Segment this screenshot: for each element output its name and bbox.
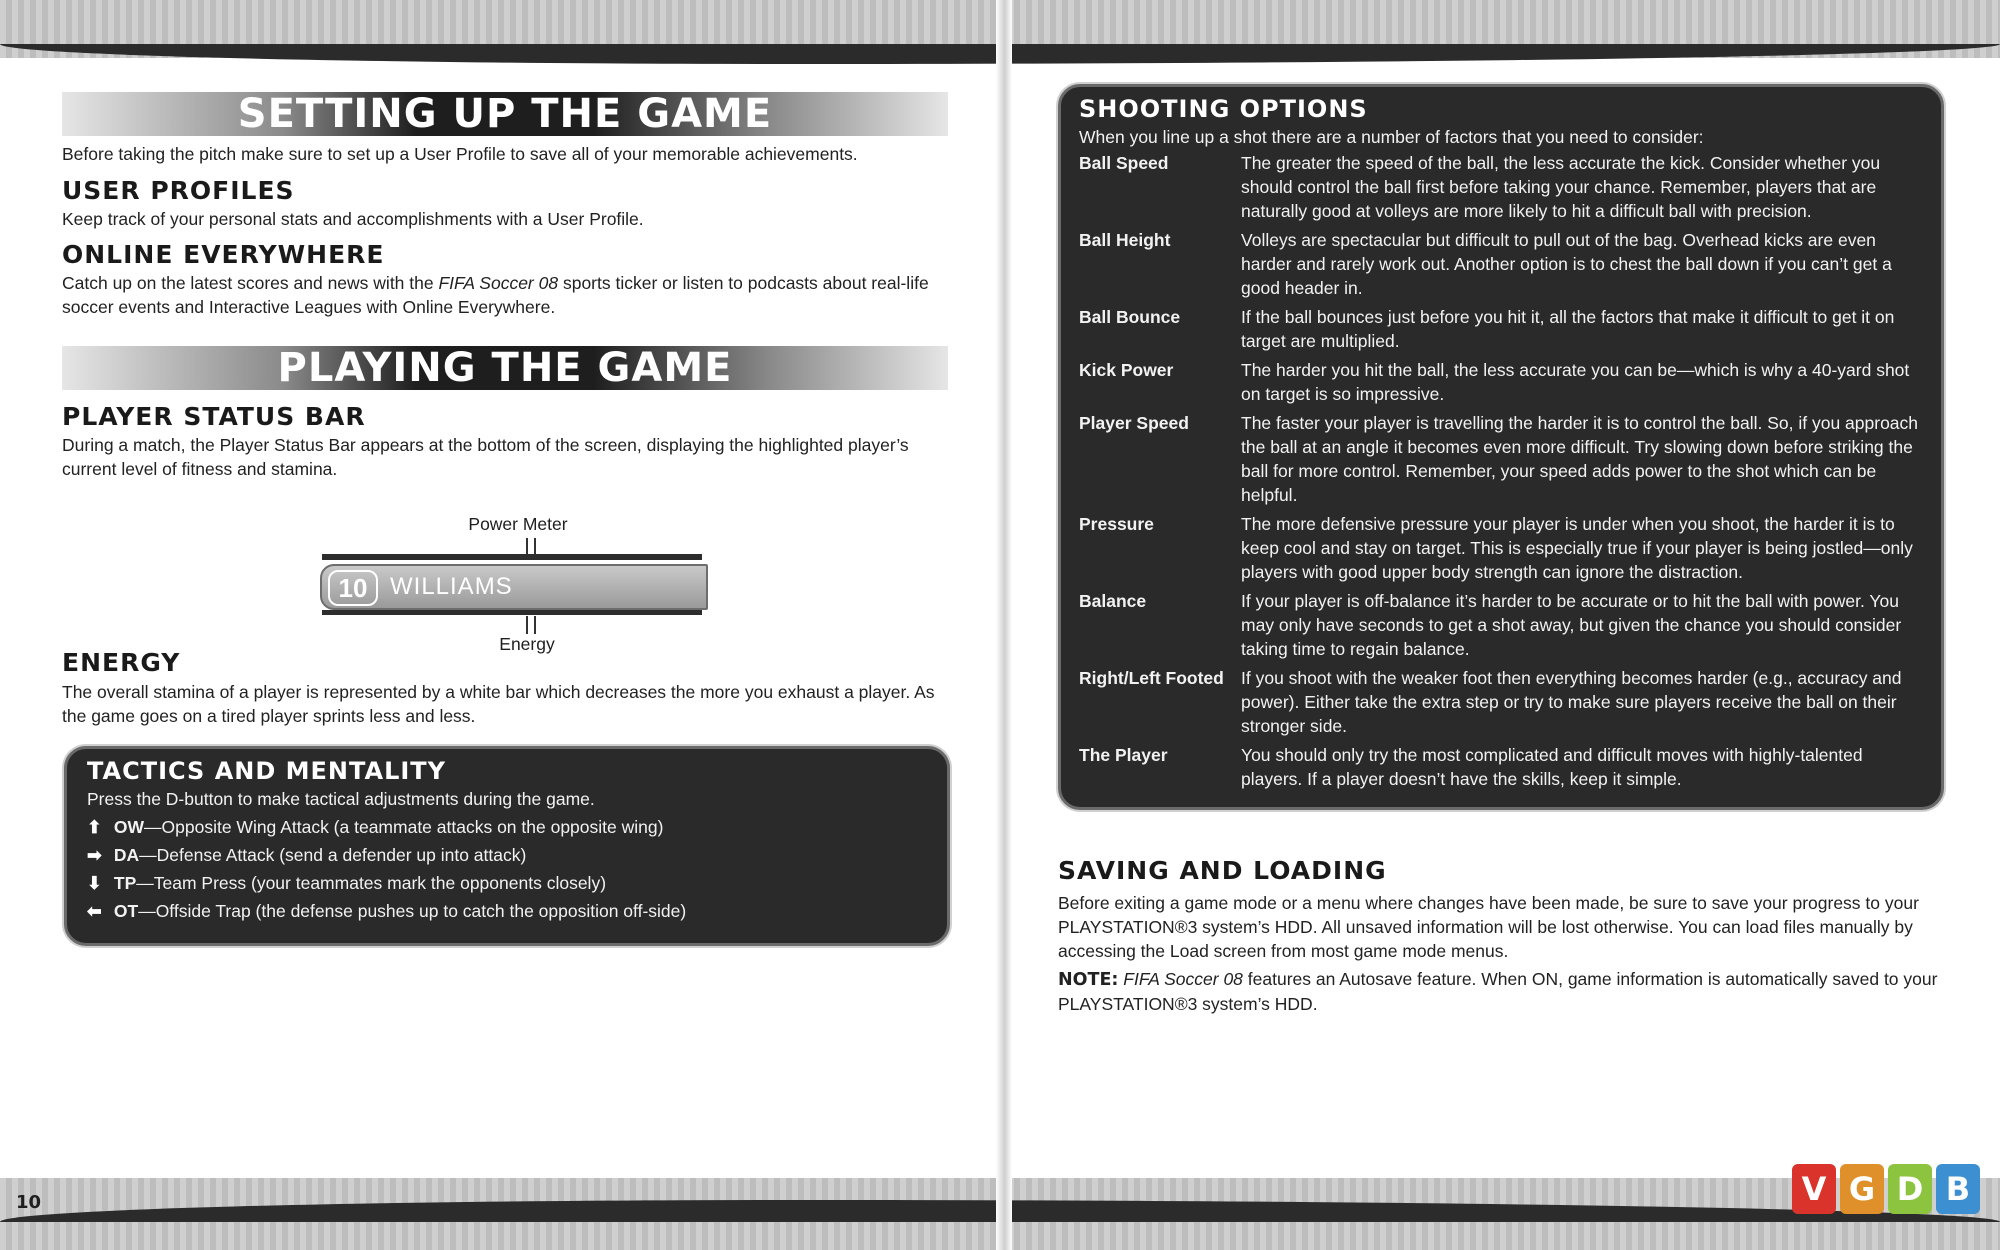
- logo-letter-g: G: [1840, 1164, 1884, 1214]
- online-everywhere-heading: ONLINE EVERYWHERE: [62, 240, 385, 269]
- logo-letter-b: B: [1936, 1164, 1980, 1214]
- energy-pointer: [526, 616, 536, 634]
- arrow-up-icon: ⬆: [87, 817, 102, 837]
- tactic-item-ot: ⬅ OT—Offside Trap (the defense pushes up to catch the opposition off-side): [87, 901, 687, 921]
- saving-note: NOTE: FIFA Soccer 08 features an Autosave feature. When ON, game information is automatically saved to your PLAYSTATION®3 system’s HDD.: [1058, 969, 1938, 1014]
- player-status-bar-text: During a match, the Player Status Bar appears at the bottom of the screen, displaying the highlighted player’s current level of fitness and stamina.: [62, 435, 909, 479]
- logo-letter-v: V: [1792, 1164, 1836, 1214]
- energy-bar: [322, 610, 702, 615]
- energy-text: The overall stamina of a player is represented by a white bar which decreases the more you exhaust a player. As the game goes on a tired player sprints less and less.: [62, 682, 935, 726]
- playing-banner: PLAYING THE GAME: [62, 346, 948, 390]
- saving-loading-heading: SAVING AND LOADING: [1058, 856, 1387, 885]
- player-number: 10: [328, 570, 378, 606]
- saving-loading-text: Before exiting a game mode or a menu where changes have been made, be sure to save your progress to your PLAYSTATION®3 system’s HDD. All unsaved information will be lost otherwise. You can load files manually by accessing the Load screen from most game mode menus.: [1058, 893, 1919, 961]
- logo-letter-d: D: [1888, 1164, 1932, 1214]
- energy-label: Energy: [499, 634, 555, 654]
- page-gutter: [996, 0, 1012, 1250]
- player-status-bar-heading: PLAYER STATUS BAR: [62, 402, 366, 431]
- vgdb-logo: [1792, 1164, 1980, 1214]
- power-meter-bar: [322, 554, 702, 560]
- tactic-item-tp: ⬇ TP—Team Press (your teammates mark the opponents closely): [87, 873, 607, 893]
- game-title: FIFA Soccer 08: [438, 273, 559, 293]
- power-meter-label: Power Meter: [468, 514, 568, 534]
- tactic-item-da: ➡ DA—Defense Attack (send a defender up into attack): [87, 845, 527, 865]
- energy-heading: ENERGY: [62, 648, 181, 677]
- user-profiles-text: Keep track of your personal stats and accomplishments with a User Profile.: [62, 209, 644, 229]
- arrow-right-icon: ➡: [87, 845, 102, 865]
- shooting-options-intro: When you line up a shot there are a number of factors that you need to consider:: [1079, 127, 1704, 147]
- page-number-left: 10: [16, 1192, 42, 1213]
- shooting-options-title: SHOOTING OPTIONS: [1079, 95, 1368, 123]
- tactic-item-ow: ⬆ OW—Opposite Wing Attack (a teammate attacks on the opposite wing): [87, 817, 664, 837]
- status-bar-body: [320, 564, 708, 610]
- online-everywhere-text: Catch up on the latest scores and news with the FIFA Soccer 08 sports ticker or listen to podcasts about real-life soccer events and Interactive Leagues with Online Everywhere.: [62, 273, 929, 317]
- arrow-left-icon: ⬅: [87, 901, 102, 921]
- shooting-options-box: SHOOTING OPTIONS When you line up a shot there are a number of factors that you need to consider: Ball Speed The greater the speed of the ball, the less accurate the kick. Consider whether you should control the ball first before taking your chance. Remember, players that are naturally good at volleys are more likely to hit a difficult ball with precision. Ball Height Volleys are spectacular but difficult to pull out of the bag. Overhead kicks are even harder and rarely work out. Another option is to chest the ball down if you can’t get a good header in. Ball Bounce If the ball bounces just before you hit it, all the factors that make it difficult to get it on target are multiplied. Kick Power The harder you hit the ball, the less accurate you can be—which is why a 40-yard shot on target is so impressive. Player Speed The faster your player is travelling the harder it is to control the ball. So, if you approach the ball at an angle it becomes even more difficult. Try slowing down before striking the ball for more control. Remember, your speed adds power to the shot which can be helpful. Pressure The more defensive pressure your player is under when you shoot, the harder it is to keep cool and stay on target. This is especially true if your player is being jostled—only players with good upper body strength can ignore the distraction. Balance If your player is off-balance it’s harder to be accurate or to hit the ball with power. You may only have seconds to get a shot away, but given the chance you should consider taking time to regain balance. Right/Left Footed If you shoot with the weaker foot then everything becomes harder (e.g., accuracy and power). Either take the extra step or try to make sure players receive the ball on their stronger side. The Player You should only try the most complicated and difficult moves with highly-talented players. If a player doesn’t have the skills, keep it simple.: [1058, 84, 1944, 810]
- setting-up-banner: SETTING UP THE GAME: [62, 92, 948, 136]
- player-status-bar-diagram: [312, 512, 772, 652]
- setting-up-intro: Before taking the pitch make sure to set up a User Profile to save all of your memorable achievements.: [62, 144, 858, 164]
- tactics-intro: Press the D-button to make tactical adjustments during the game.: [87, 789, 595, 809]
- arrow-down-icon: ⬇: [87, 873, 102, 893]
- tactics-box: [64, 746, 950, 946]
- tactics-title: TACTICS AND MENTALITY: [87, 757, 447, 785]
- user-profiles-heading: USER PROFILES: [62, 176, 295, 205]
- player-name: WILLIAMS: [390, 573, 513, 600]
